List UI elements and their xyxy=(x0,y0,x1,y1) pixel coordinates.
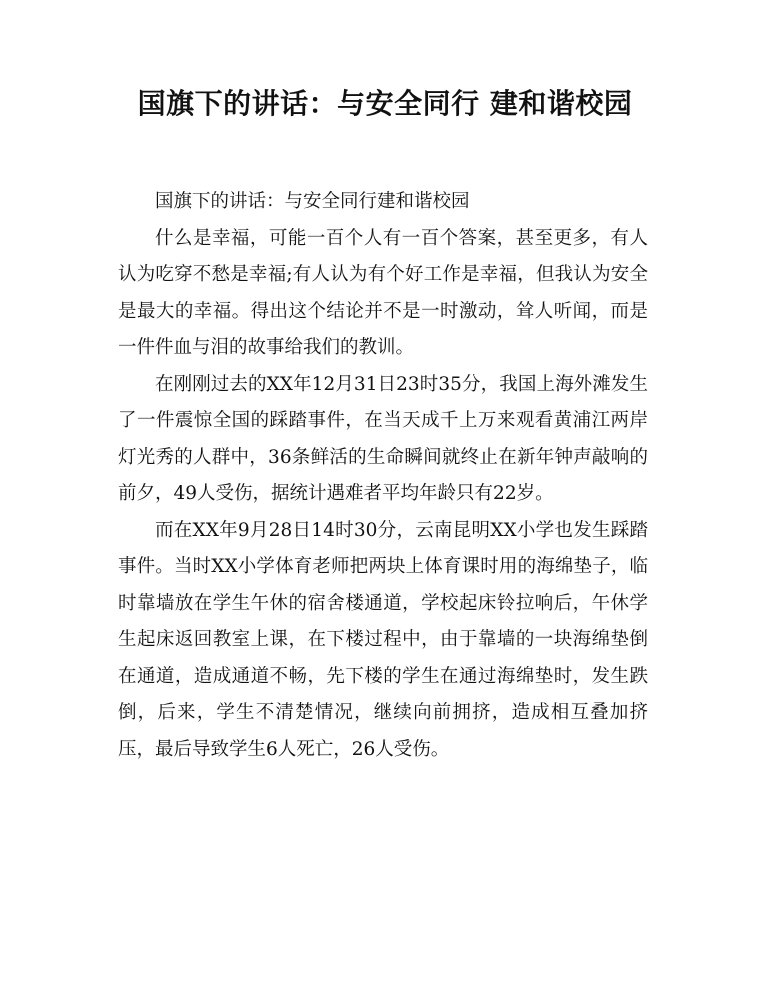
paragraph-subtitle: 国旗下的讲话：与安全同行建和谐校园 xyxy=(155,191,470,212)
paragraph-shanghai-incident: 在刚刚过去的XX年12月31日23时35分，我国上海外滩发生了一件震惊全国的踩踏事件，在当天成千上万来观看黄浦江两岸灯光秀的人群中，36条鲜活的生命瞬间就终止在新年钟声敲响的前夕，49人受伤，据统计遇难者平均年龄只有22岁。 xyxy=(118,373,648,504)
paragraph-kunming-incident: 而在XX年9月28日14时30分，云南昆明XX小学也发生踩踏事件。当时XX小学体育老师把两块上体育课时用的海绵垫子，临时靠墙放在学生午休的宿舍楼通道，学校起床铃拉响后，午休学生起床返回教室上课，在下楼过程中，由于靠墙的一块海绵垫倒在通道，造成通道不畅，先下楼的学生在通过海绵垫时，发生跌倒，后来，学生不清楚情况，继续向前拥挤，造成相互叠加挤压，最后导致学生6人死亡，26人受伤。 xyxy=(118,519,648,760)
paragraph-happiness: 什么是幸福，可能一百个人有一百个答案，甚至更多，有人认为吃穿不愁是幸福;有人认为有个好工作是幸福，但我认为安全是最大的幸福。得出这个结论并不是一时激动，耸人听闻，而是一件件血与泪的故事给我们的教训。 xyxy=(118,227,648,358)
document-title: 国旗下的讲话：与安全同行 建和谐校园 xyxy=(137,87,633,120)
document-body xyxy=(118,184,648,768)
